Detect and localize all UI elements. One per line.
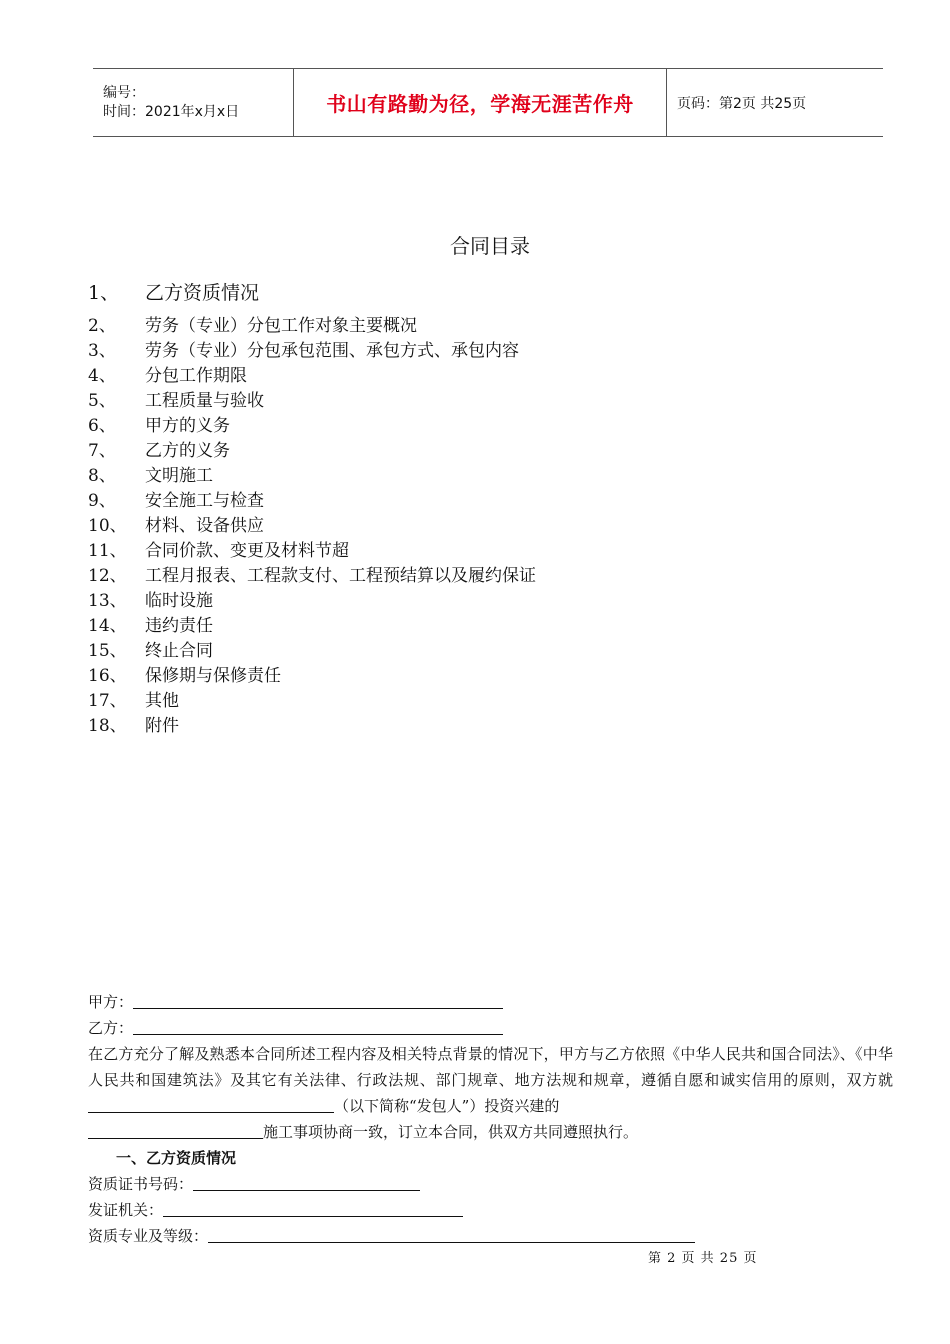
toc-item [88,364,848,389]
cert-no-label: 资质证书号码： [88,1175,194,1193]
cert-no-blank[interactable] [193,1172,420,1191]
party-b-label: 乙方： [88,1019,134,1037]
toc-item [88,564,848,589]
issuer-line [88,1197,893,1223]
toc-item-number: 16、 [88,666,127,686]
cert-no-line [88,1171,893,1197]
toc-item-text: 甲方的义务 [145,416,230,436]
project-owner-blank[interactable] [88,1094,334,1113]
toc-item [88,664,848,689]
time-label: 时间：2021年x月x日 [103,103,240,120]
toc-item-number: 5、 [88,391,116,411]
toc-item-text: 乙方的义务 [145,441,230,461]
toc-item [88,339,848,364]
issuer-label: 发证机关： [88,1201,164,1219]
toc-item-text: 劳务（专业）分包承包范围、承包方式、承包内容 [145,341,519,361]
header-motto: 书山有路勤为径，学海无涯苦作舟 [326,92,634,116]
toc-item [88,539,848,564]
toc-item-text: 临时设施 [145,591,213,611]
document-title: 合同目录 [450,234,530,258]
grade-label: 资质专业及等级： [88,1227,209,1245]
header-page-cell [667,69,883,136]
toc-item-number: 8、 [88,466,116,486]
toc-item [88,689,848,714]
toc-item-number: 7、 [88,441,116,461]
toc-item-text: 乙方资质情况 [145,282,260,304]
toc-item [88,514,848,539]
toc-item-text: 违约责任 [145,616,213,636]
toc-item [88,714,848,739]
toc-item [88,314,848,339]
table-of-contents [88,278,848,739]
header-motto-cell [294,69,667,136]
grade-blank[interactable] [208,1224,695,1243]
toc-item-text: 其他 [145,691,179,711]
header-meta [93,69,294,136]
project-name-blank[interactable] [88,1120,263,1139]
toc-item-number: 10、 [88,516,127,536]
intro-text-2: （以下简称“发包人”）投资兴建的 [334,1097,560,1115]
toc-item-number: 4、 [88,366,116,386]
header-page-label: 页码：第2页 共25页 [677,95,807,112]
party-a-line [88,989,893,1015]
toc-item-number: 18、 [88,716,127,736]
party-a-blank[interactable] [133,990,503,1009]
party-b-line [88,1015,893,1041]
toc-item [88,439,848,464]
toc-item-text: 安全施工与检查 [145,491,264,511]
toc-item-text: 工程质量与验收 [145,391,264,411]
toc-item-text: 劳务（专业）分包工作对象主要概况 [145,316,417,336]
toc-item-text: 工程月报表、工程款支付、工程预结算以及履约保证 [145,566,536,586]
toc-item [88,489,848,514]
toc-item [88,414,848,439]
toc-item-number: 12、 [88,566,127,586]
toc-item-number: 13、 [88,591,127,611]
issuer-blank[interactable] [163,1198,463,1217]
toc-item [88,389,848,414]
toc-item [88,589,848,614]
toc-item-text: 保修期与保修责任 [145,666,281,686]
toc-item-number: 11、 [88,541,127,561]
grade-line [88,1223,893,1249]
toc-item-number: 17、 [88,691,127,711]
intro-text-3: 施工事项协商一致，订立本合同，供双方共同遵照执行。 [263,1123,639,1141]
intro-paragraph [88,1041,893,1145]
serial-label: 编号： [103,84,145,101]
intro-text-1: 在乙方充分了解及熟悉本合同所述工程内容及相关特点背景的情况下，甲方与乙方依照《中华人民共和国合同法》、《中华人民共和国建筑法》及其它有关法律、行政法规、部门规章、地方法规和规章，遵循自愿和诚实信用的原则，双方就 [88,1045,893,1089]
toc-item-text: 分包工作期限 [145,366,247,386]
page-header [93,68,883,137]
party-a-label: 甲方： [88,993,134,1011]
toc-item-number: 2、 [88,316,116,336]
toc-item [88,639,848,664]
toc-item-number: 3、 [88,341,116,361]
page-footer: 第 2 页 共 25 页 [648,1251,758,1266]
toc-item [88,464,848,489]
toc-item-text: 终止合同 [145,641,213,661]
toc-item-number: 15、 [88,641,127,661]
toc-item [88,278,848,314]
toc-item-number: 1、 [88,282,120,304]
toc-item-text: 材料、设备供应 [145,516,264,536]
toc-item-number: 14、 [88,616,127,636]
contract-body [88,989,893,1249]
toc-item-text: 附件 [145,716,179,736]
toc-item-number: 6、 [88,416,116,436]
toc-item-text: 文明施工 [145,466,213,486]
toc-item-text: 合同价款、变更及材料节超 [145,541,349,561]
toc-item-number: 9、 [88,491,116,511]
section-1-title: 一、乙方资质情况 [116,1149,237,1167]
toc-item [88,614,848,639]
party-b-blank[interactable] [133,1016,503,1035]
